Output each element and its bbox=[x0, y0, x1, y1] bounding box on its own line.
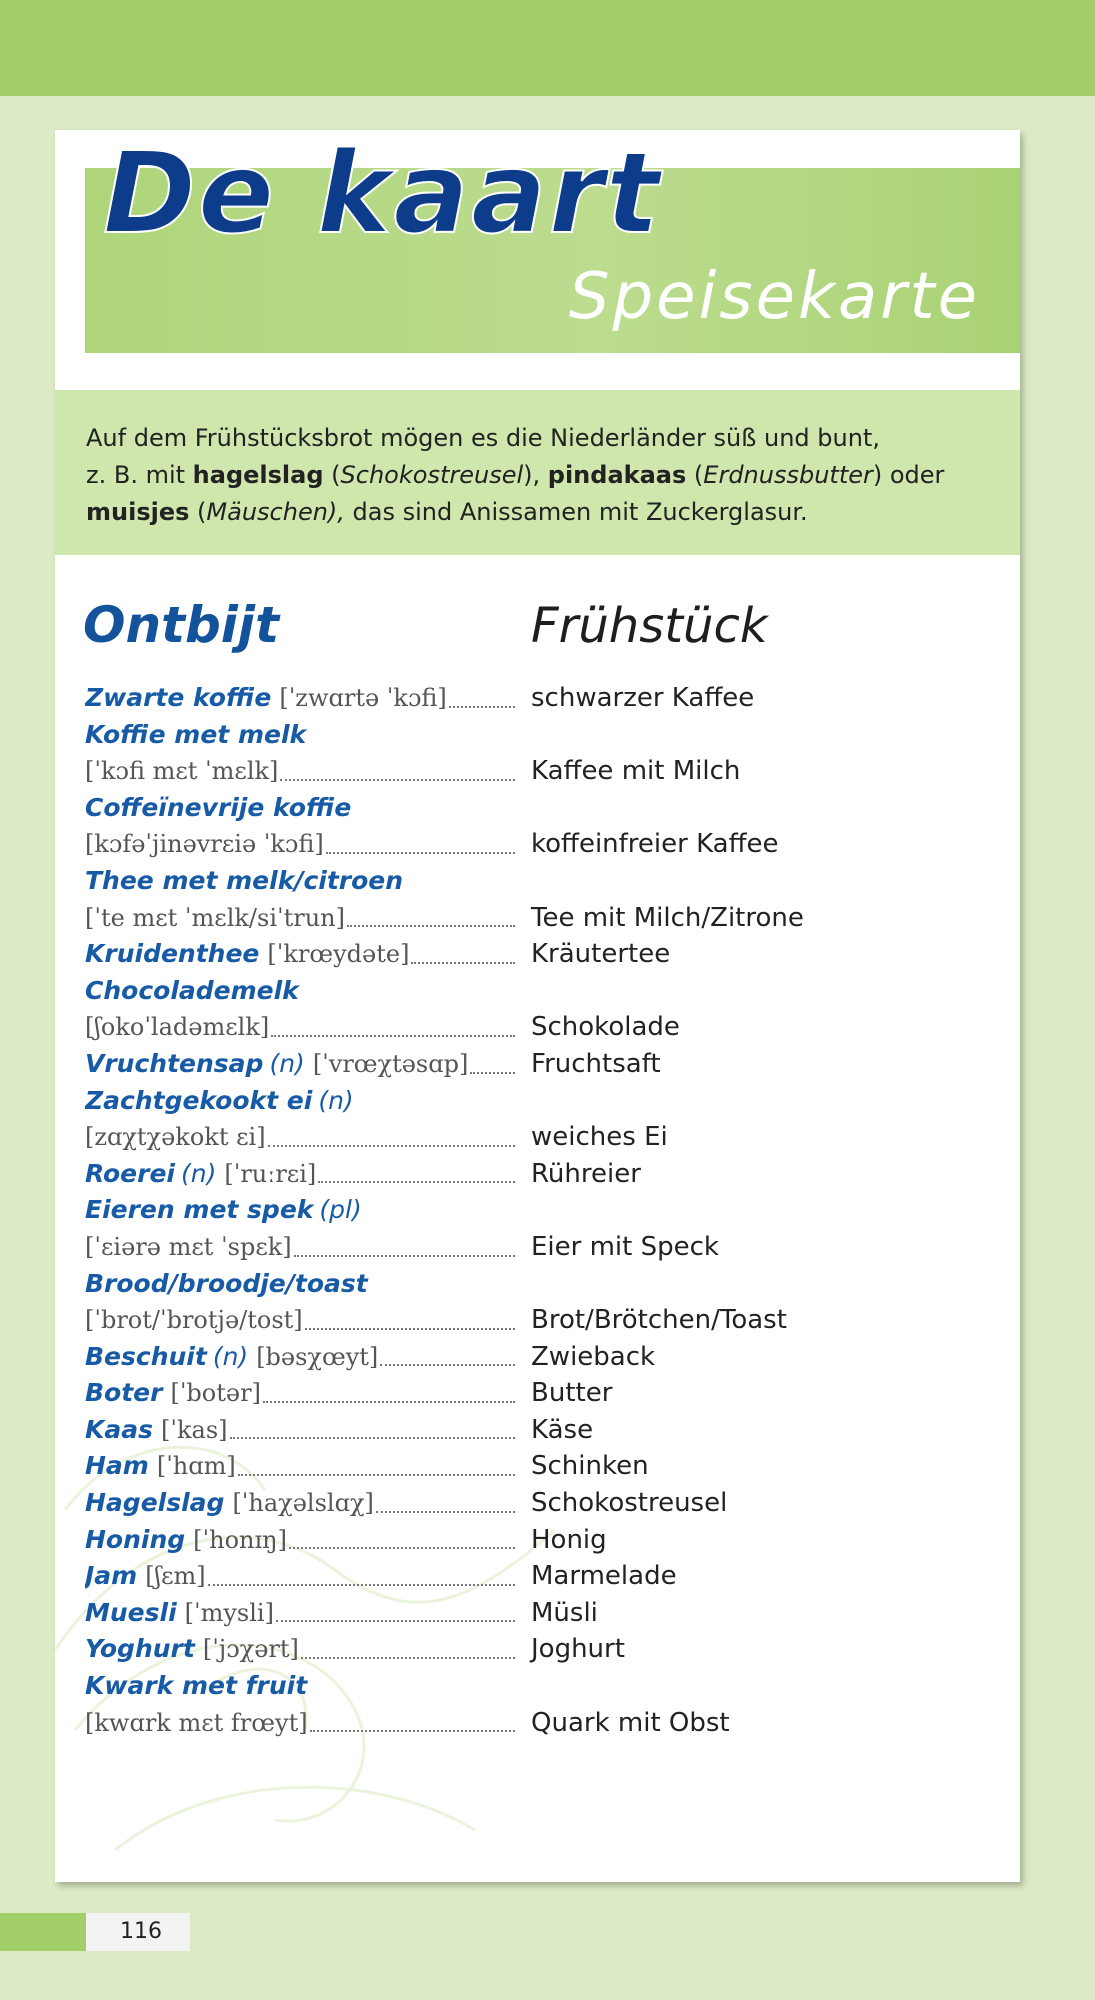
intro-text-run: ( bbox=[686, 461, 704, 489]
pronunciation: [kɔfəˈjinəvrɛiə ˈkɔfi] bbox=[85, 830, 324, 859]
vocab-line bbox=[85, 1522, 985, 1559]
vocab-line bbox=[85, 1412, 985, 1449]
dutch-term: Zwarte koffie bbox=[85, 683, 272, 712]
vocab-dutch bbox=[85, 863, 515, 900]
vocab-dutch bbox=[85, 1302, 515, 1339]
dutch-term: Thee met melk/citroen bbox=[85, 865, 404, 895]
intro-text-run: ), bbox=[523, 461, 548, 489]
vocab-line bbox=[85, 1485, 985, 1522]
vocab-line bbox=[85, 1119, 985, 1156]
dot-leader bbox=[326, 852, 515, 854]
vocab-dutch bbox=[85, 1192, 515, 1229]
top-color-band bbox=[0, 0, 1095, 96]
grammar-note: (n) bbox=[269, 1048, 305, 1078]
pronunciation: [ʃokoˈladəmɛlk] bbox=[85, 1013, 270, 1042]
vocab-dutch bbox=[85, 1266, 515, 1303]
vocab-dutch bbox=[85, 1412, 515, 1449]
dot-leader bbox=[380, 1364, 515, 1366]
vocab-line bbox=[85, 1631, 985, 1668]
german-translation: Kaffee mit Milch bbox=[531, 756, 741, 787]
vocab-line bbox=[85, 753, 985, 790]
vocab-line bbox=[85, 973, 985, 1010]
dutch-term: Jam bbox=[85, 1561, 138, 1591]
grammar-note: (n) bbox=[212, 1341, 249, 1371]
dutch-term: Beschuit bbox=[85, 1341, 207, 1371]
dot-leader bbox=[208, 1584, 515, 1586]
pronunciation: [ʃɛm] bbox=[145, 1562, 206, 1591]
dutch-term: Eieren met spek bbox=[85, 1195, 314, 1225]
german-translation: Käse bbox=[531, 1414, 594, 1445]
dutch-term: Kaas bbox=[85, 1414, 153, 1444]
vocab-dutch bbox=[85, 1558, 515, 1595]
vocab-dutch bbox=[85, 717, 515, 754]
german-translation: schwarzer Kaffee bbox=[531, 683, 755, 713]
dot-leader bbox=[301, 1657, 515, 1659]
vocab-dutch bbox=[85, 1631, 515, 1668]
german-translation: Zwieback bbox=[531, 1341, 656, 1372]
intro-term-muisjes: muisjes bbox=[86, 498, 190, 526]
german-translation: Quark mit Obst bbox=[531, 1707, 730, 1738]
german-translation: Schinken bbox=[531, 1451, 649, 1482]
vocab-line bbox=[85, 1083, 985, 1120]
german-translation: Joghurt bbox=[531, 1634, 625, 1665]
pronunciation: [bəsχœyt] bbox=[256, 1342, 379, 1371]
pronunciation: [zɑχtχəkokt ɛi] bbox=[85, 1123, 266, 1152]
dutch-term: Boter bbox=[85, 1378, 163, 1408]
dutch-term: Muesli bbox=[85, 1597, 177, 1627]
vocab-line bbox=[85, 1156, 985, 1193]
vocab-dutch bbox=[85, 1229, 515, 1266]
vocab-line bbox=[85, 1448, 985, 1485]
pronunciation: [ˈhɑm] bbox=[156, 1452, 236, 1481]
dutch-term: Brood/broodje/toast bbox=[85, 1268, 368, 1298]
pronunciation: [ˈbotər] bbox=[170, 1379, 261, 1408]
intro-text-run: das sind Anissamen mit Zuckerglasur. bbox=[344, 498, 808, 526]
vocab-dutch bbox=[85, 1705, 515, 1742]
vocab-dutch bbox=[85, 826, 515, 863]
dutch-term: Ham bbox=[85, 1451, 149, 1481]
pronunciation: [ˈte mɛt ˈmɛlk/siˈtrun] bbox=[85, 903, 345, 932]
vocab-line bbox=[85, 1705, 985, 1742]
vocab-line bbox=[85, 1009, 985, 1046]
vocab-dutch bbox=[85, 1009, 515, 1046]
dutch-term: Honing bbox=[85, 1524, 186, 1554]
dot-leader bbox=[289, 1547, 515, 1549]
vocab-line bbox=[85, 1266, 985, 1303]
dot-leader bbox=[318, 1181, 515, 1183]
dot-leader bbox=[230, 1437, 516, 1439]
dot-leader bbox=[280, 779, 515, 781]
grammar-note: (pl) bbox=[319, 1195, 362, 1225]
grammar-note: (n) bbox=[181, 1158, 217, 1188]
intro-text bbox=[86, 420, 986, 531]
intro-term-hagelslag: hagelslag bbox=[192, 461, 324, 489]
vocab-line bbox=[85, 680, 985, 717]
dot-leader bbox=[294, 1255, 515, 1257]
intro-box bbox=[55, 390, 1020, 555]
vocab-dutch bbox=[85, 973, 515, 1010]
dutch-term: Kwark met fruit bbox=[85, 1671, 308, 1701]
dutch-term: Hagelslag bbox=[85, 1488, 225, 1518]
vocab-line bbox=[85, 1339, 985, 1376]
dutch-term: Roerei bbox=[85, 1158, 175, 1188]
pronunciation: [ˈvrœχtəsɑp] bbox=[312, 1049, 469, 1078]
vocab-dutch bbox=[85, 790, 515, 827]
german-translation: Rühreier bbox=[531, 1158, 641, 1189]
vocab-dutch bbox=[85, 1083, 515, 1120]
dot-leader bbox=[263, 1401, 515, 1403]
dutch-term: Zachtgekookt ei bbox=[85, 1085, 313, 1115]
dot-leader bbox=[376, 1511, 515, 1513]
section-heading-dutch: Ontbijt bbox=[83, 596, 279, 654]
german-translation: Brot/Brötchen/Toast bbox=[531, 1305, 787, 1336]
vocab-line bbox=[85, 936, 985, 973]
german-translation: weiches Ei bbox=[531, 1122, 668, 1153]
german-translation: koffeinfreier Kaffee bbox=[531, 829, 779, 860]
vocab-line bbox=[85, 1192, 985, 1229]
vocab-dutch bbox=[85, 1375, 515, 1412]
vocab-dutch bbox=[85, 900, 515, 937]
vocab-dutch bbox=[85, 1522, 515, 1559]
dutch-term: Kruidenthee bbox=[85, 939, 260, 969]
vocab-dutch bbox=[85, 1595, 515, 1632]
pronunciation: [ˈkɔfi mɛt ˈmɛlk] bbox=[85, 757, 279, 786]
vocab-line bbox=[85, 790, 985, 827]
page-subtitle: Speisekarte bbox=[568, 260, 980, 334]
dot-leader bbox=[268, 1145, 515, 1147]
vocab-line bbox=[85, 863, 985, 900]
dot-leader bbox=[347, 925, 515, 927]
intro-translation: Erdnussbutter bbox=[703, 461, 873, 489]
dutch-term: Koffie met melk bbox=[85, 719, 307, 749]
german-translation: Schokolade bbox=[531, 1012, 680, 1043]
dot-leader bbox=[310, 1730, 515, 1732]
dutch-term: Chocolademelk bbox=[85, 975, 299, 1005]
vocab-dutch bbox=[85, 1448, 515, 1485]
german-translation: Butter bbox=[531, 1378, 613, 1409]
dot-leader bbox=[276, 1620, 515, 1622]
vocab-dutch bbox=[85, 936, 515, 973]
vocab-line bbox=[85, 1302, 985, 1339]
vocab-dutch bbox=[85, 1046, 515, 1083]
dot-leader bbox=[449, 706, 515, 708]
dutch-term: Coffeïnevrije koffie bbox=[85, 792, 352, 822]
page-tab bbox=[0, 1913, 86, 1951]
intro-text-run: ) oder bbox=[872, 461, 945, 489]
page-number: 116 bbox=[86, 1913, 190, 1951]
pronunciation: [ˈbrot/ˈbrotjə/tost] bbox=[85, 1306, 303, 1335]
dot-leader bbox=[305, 1328, 515, 1330]
dutch-term: Yoghurt bbox=[85, 1634, 195, 1664]
dot-leader bbox=[411, 962, 515, 964]
german-translation: Honig bbox=[531, 1524, 607, 1555]
vocab-line bbox=[85, 1558, 985, 1595]
german-translation: Schokostreusel bbox=[531, 1488, 728, 1519]
pronunciation: [ˈkas] bbox=[161, 1415, 228, 1444]
vocab-line bbox=[85, 900, 985, 937]
dot-leader bbox=[271, 1035, 515, 1037]
intro-text-run: z. B. mit bbox=[86, 461, 193, 489]
vocab-line bbox=[85, 1375, 985, 1412]
vocab-line bbox=[85, 1229, 985, 1266]
vocab-dutch bbox=[85, 753, 515, 790]
intro-line-1: Auf dem Frühstücksbrot mögen es die Niederländer süß und bunt, bbox=[86, 424, 880, 452]
german-translation: Kräutertee bbox=[531, 939, 671, 970]
pronunciation: [ˈkrœydəte] bbox=[267, 940, 410, 969]
section-heading-german: Frühstück bbox=[531, 598, 768, 654]
pronunciation: [ˈhaχəlslɑχ] bbox=[232, 1489, 374, 1518]
pronunciation: [ˈɛiərə mɛt ˈspɛk] bbox=[85, 1232, 292, 1261]
pronunciation: [ˈmysli] bbox=[184, 1598, 274, 1627]
vocab-line bbox=[85, 1668, 985, 1705]
vocab-line bbox=[85, 826, 985, 863]
vocab-line bbox=[85, 717, 985, 754]
intro-translation: Mäuschen), bbox=[206, 498, 345, 526]
vocabulary-list bbox=[85, 680, 985, 1741]
pronunciation: [kwɑrk mɛt frœyt] bbox=[85, 1708, 308, 1737]
german-translation: Marmelade bbox=[531, 1561, 677, 1592]
german-translation: Tee mit Milch/Zitrone bbox=[531, 902, 804, 933]
german-translation: Fruchtsaft bbox=[531, 1048, 661, 1079]
vocab-dutch bbox=[85, 1339, 515, 1376]
intro-term-pindakaas: pindakaas bbox=[547, 461, 687, 489]
intro-text-run: ( bbox=[189, 498, 207, 526]
grammar-note: (n) bbox=[318, 1085, 354, 1115]
german-translation: Eier mit Speck bbox=[531, 1231, 719, 1262]
german-translation: Müsli bbox=[531, 1597, 598, 1628]
pronunciation: [ˈhonɪŋ] bbox=[193, 1525, 287, 1554]
vocab-dutch bbox=[85, 1119, 515, 1156]
pronunciation: [ˈruːrɛi] bbox=[224, 1159, 317, 1188]
vocab-line bbox=[85, 1046, 985, 1083]
dutch-term: Vruchtensap bbox=[85, 1048, 264, 1078]
pronunciation: [ˈjɔχərt] bbox=[202, 1635, 299, 1664]
vocab-dutch bbox=[85, 1156, 515, 1193]
intro-text-run: ( bbox=[323, 461, 341, 489]
dot-leader bbox=[238, 1474, 515, 1476]
vocab-line bbox=[85, 1595, 985, 1632]
vocab-dutch bbox=[85, 1668, 515, 1705]
menu-card bbox=[55, 130, 1020, 1882]
pronunciation: [ˈzwɑrtə ˈkɔfi] bbox=[279, 684, 447, 712]
page-title: De kaart bbox=[103, 130, 662, 259]
vocab-dutch bbox=[85, 680, 515, 717]
vocab-dutch bbox=[85, 1485, 515, 1522]
intro-translation: Schokostreusel bbox=[340, 461, 524, 489]
dot-leader bbox=[470, 1072, 515, 1074]
